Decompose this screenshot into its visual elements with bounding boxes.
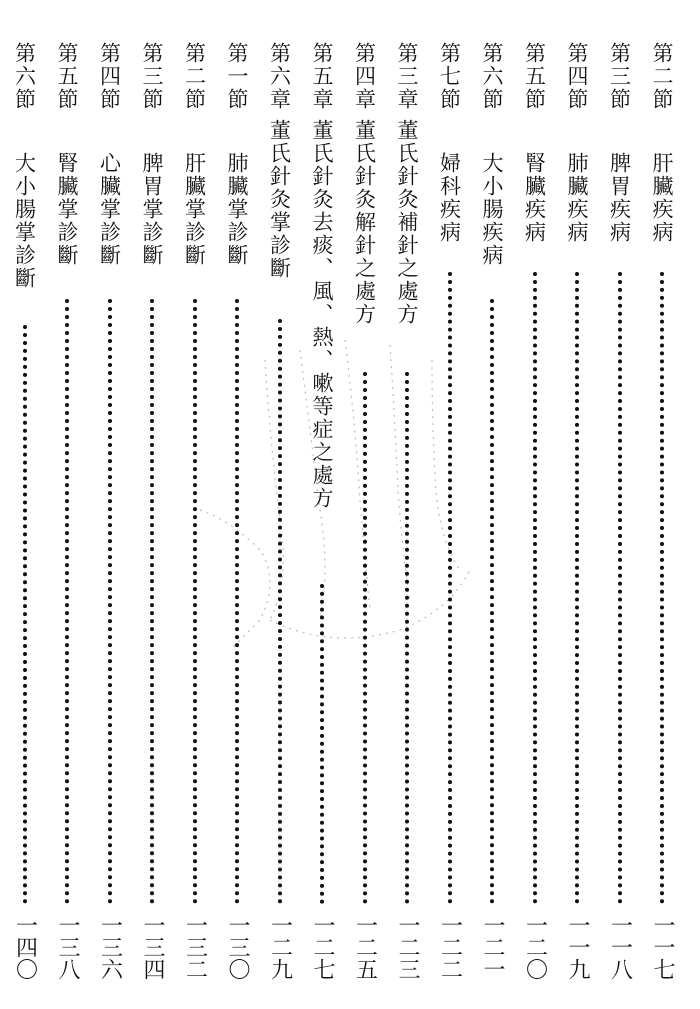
entry-title: 脾胃掌診斷	[140, 152, 164, 267]
toc-entry[interactable]	[5, 14, 45, 1004]
entry-title: 董氏針灸解針之處方	[352, 119, 377, 326]
page-number: 一二〇	[522, 914, 548, 980]
section-label: 第四節	[97, 42, 122, 111]
entry-title: 大小腸疾病	[480, 152, 504, 267]
dot-leader	[448, 272, 488, 904]
entry-title: 肝臟疾病	[650, 152, 674, 244]
page-number: 一一九	[565, 914, 590, 980]
page-number: 一二五	[352, 914, 378, 980]
section-label: 第五節	[55, 42, 79, 111]
page-number: 一二二	[437, 914, 463, 980]
dot-leader	[575, 272, 615, 904]
entry-title: 大小腸掌診斷	[12, 152, 37, 290]
dot-leader	[108, 299, 148, 905]
entry-title: 董氏針灸掌診斷	[267, 119, 292, 280]
dot-leader	[618, 272, 658, 904]
entry-title: 肺臟掌診斷	[225, 152, 249, 267]
page-number: 一三六	[97, 914, 123, 980]
page-number: 一一七	[650, 914, 675, 980]
entry-title: 脾胃疾病	[607, 152, 632, 244]
entry-title: 腎臟疾病	[522, 152, 547, 244]
page-number: 一二三	[395, 914, 420, 980]
page-number: 一三八	[55, 914, 80, 980]
dot-leader	[533, 272, 573, 904]
dot-leader	[65, 299, 105, 905]
dot-leader	[150, 299, 190, 905]
dot-leader	[320, 584, 360, 905]
entry-title: 婦科疾病	[437, 152, 462, 244]
page-number: 一二七	[310, 914, 335, 980]
entry-title: 董氏針灸去痰、風、熱、嗽等症之處方	[310, 119, 334, 510]
section-label: 第七節	[437, 42, 462, 111]
chapter-label: 第四章	[352, 42, 377, 111]
page-number: 一二一	[480, 914, 505, 980]
page-number: 一三二	[182, 914, 208, 980]
chapter-label: 第五章	[310, 42, 334, 111]
dot-leader	[490, 299, 530, 905]
dot-leader	[405, 372, 445, 905]
chapter-label: 第三章	[395, 42, 419, 111]
section-label: 第一節	[225, 42, 249, 111]
entry-title: 董氏針灸補針之處方	[395, 119, 419, 326]
chapter-label: 第六章	[267, 42, 292, 111]
dot-leader	[23, 325, 63, 904]
dot-leader	[278, 319, 318, 905]
entry-title: 肝臟掌診斷	[182, 152, 207, 267]
entry-title: 心臟掌診斷	[97, 152, 122, 267]
dot-leader	[363, 372, 403, 905]
page-number: 一二九	[267, 914, 293, 980]
section-label: 第三節	[140, 42, 164, 111]
page-number: 一三〇	[225, 914, 250, 980]
section-label: 第五節	[522, 42, 547, 111]
page-number: 一四〇	[12, 914, 38, 980]
page-number: 一三四	[140, 914, 165, 980]
entry-title: 腎臟掌診斷	[55, 152, 79, 267]
dot-leader	[660, 272, 700, 904]
dot-leader	[193, 299, 233, 905]
section-label: 第二節	[650, 42, 674, 111]
dot-leader	[235, 299, 275, 905]
section-label: 第六節	[480, 42, 504, 111]
entry-title: 肺臟疾病	[565, 152, 589, 244]
section-label: 第二節	[182, 42, 207, 111]
page-number: 一一八	[607, 914, 633, 980]
section-label: 第六節	[12, 42, 37, 111]
section-label: 第四節	[565, 42, 589, 111]
section-label: 第三節	[607, 42, 632, 111]
